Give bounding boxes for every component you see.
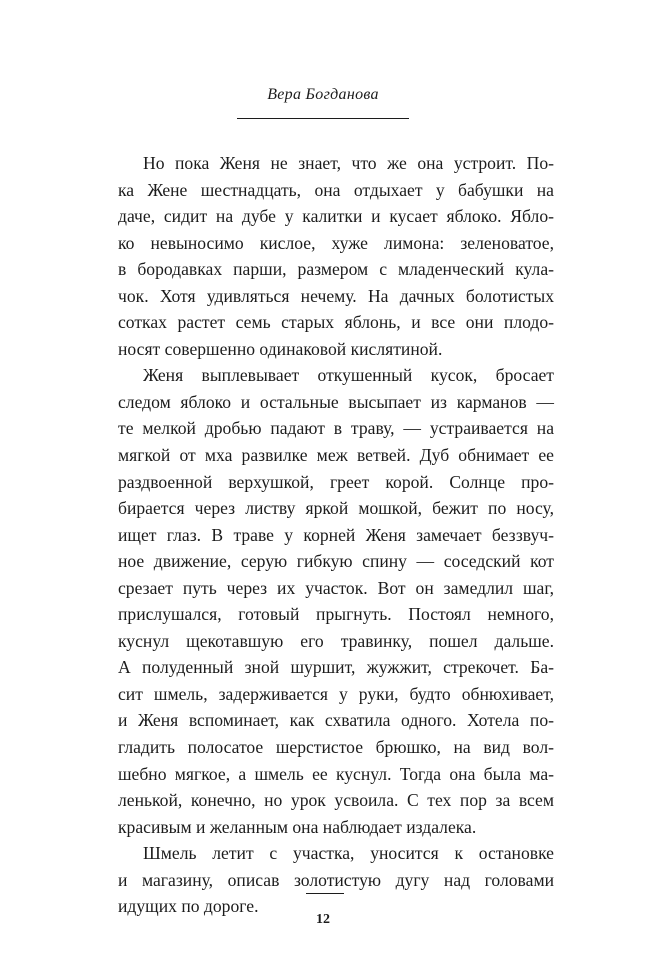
text-line: идущих по дороге.	[118, 896, 259, 917]
text-line: сит шмель, задерживается у руки, будто обнюхивает,	[118, 683, 554, 704]
text-line: в бородавках парши, размером с младенческий кула-	[118, 259, 554, 280]
text-line: красивым и желанным она наблюдает издалека.	[118, 816, 477, 837]
text-line: сотках растет семь старых яблонь, и все они плодо-	[118, 312, 554, 333]
header-rule	[237, 118, 409, 119]
text-line: носят совершенно одинаковой кислятиной.	[118, 338, 443, 359]
text-line: Женя выплевывает откушенный кусок, бросает	[143, 365, 554, 386]
paragraph-1	[118, 150, 554, 362]
text-line: и магазину, описав золотистую дугу над головами	[118, 869, 554, 890]
text-line: А полуденный зной шуршит, жужжит, стрекочет. Ба-	[118, 657, 554, 678]
text-line: срезает путь через их участок. Вот он замедлил шаг,	[118, 577, 554, 598]
text-line: прислушался, готовый прыгнуть. Постоял немного,	[118, 604, 554, 625]
text-line: мягкой от мха развилке меж ветвей. Дуб обнимает ее	[118, 445, 554, 466]
text-line: даче, сидит на дубе у калитки и кусает яблоко. Ябло-	[118, 206, 554, 227]
text-line: следом яблоко и остальные высыпает из карманов —	[118, 391, 554, 412]
text-line: ное движение, серую гибкую спину — соседский кот	[118, 551, 554, 572]
footer-rule	[306, 893, 344, 894]
body-text	[118, 150, 554, 920]
running-header-author: Вера Богданова	[267, 86, 379, 103]
text-line: ленькой, конечно, но урок усвоила. С тех пор за всем	[118, 790, 554, 811]
paragraph-2	[118, 362, 554, 840]
paragraph-3	[118, 840, 554, 920]
text-line: чок. Хотя удивляться нечему. На дачных болотистых	[118, 285, 554, 306]
text-line: ко невыносимо кислое, хуже лимона: зеленоватое,	[118, 232, 554, 253]
text-line: ищет глаз. В траве у корней Женя замечает беззвуч-	[118, 524, 554, 545]
text-line: Но пока Женя не знает, что же она устроит. По-	[143, 153, 554, 173]
text-line: шебно мягкое, а шмель ее куснул. Тогда она была ма-	[118, 763, 554, 784]
text-line: те мелкой дробью падают в траву, — устраивается на	[118, 418, 554, 439]
text-line: ка Жене шестнадцать, она отдыхает у бабушки на	[118, 179, 554, 200]
text-line: раздвоенной верхушкой, греет корой. Солнце про-	[118, 471, 554, 492]
text-line: Шмель летит с участка, уносится к остановке	[143, 843, 554, 864]
text-line: гладить полосатое шерстистое брюшко, на вид вол-	[118, 737, 554, 758]
page-number: 12	[316, 912, 330, 927]
text-line: куснул щекотавшую его травинку, пошел дальше.	[118, 630, 554, 651]
text-line: бирается через листву яркой мошкой, бежит по носу,	[118, 498, 554, 519]
text-line: и Женя вспоминает, как схватила одного. Хотела по-	[118, 710, 554, 731]
